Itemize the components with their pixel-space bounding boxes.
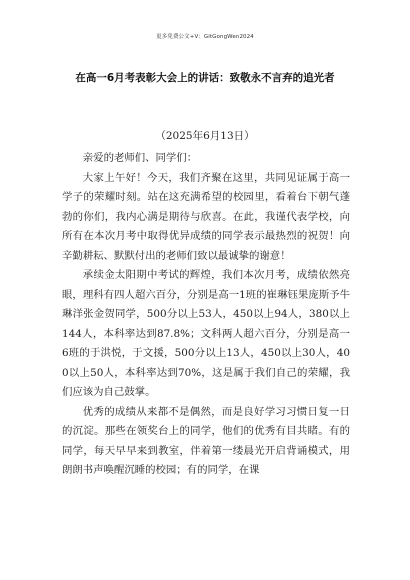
document-date: （2025年6月13日）	[155, 130, 255, 142]
paragraph: 优秀的成绩从来都不是偶然，而是良好学习习惯日复一日的沉淀。那些在领奖台上的同学，他们的优秀有目共睹。有的同学，每天早早来到教室，伴着第一缕晨光开启背诵模式，用朗朗书声唤醒沉睡的校园；有的同学，在课	[62, 405, 350, 476]
document-title: 在高一6月考表彰大会上的讲话：致敬永不言弃的追光者	[75, 72, 335, 84]
salutation: 亲爱的老师们、同学们：	[82, 152, 198, 164]
paragraph: 承续金太阳期中考试的辉煌，我们本次月考，成绩依然亮眼，理科有四人超六百分，分别是高一1班的崔琳钰果庞斯予牛琳洋张金贺同学，500分以上53人，450以上94人，380以上144人，本科率达到87.8%；文科两人超六百分，分别是高一6班的于洪悦，于文援，500分以上13人，450以上30人，400以上50人，本科率达到70%，这是属于我们自己的荣耀，我们应该为自己鼓掌。	[62, 269, 350, 398]
paragraph: 大家上午好！今天，我们齐聚在这里，共同见证属于高一学子的荣耀时刻。站在这充满希望的校园里，看着台下朝气蓬勃的你们，我内心满是期待与欣喜。在此，我谨代表学校，向所有在本次月考中取得优异成绩的同学表示最热烈的祝贺！向辛勤耕耘、默默付出的老师们致以最诚挚的谢意！	[62, 171, 350, 262]
document-body	[62, 149, 350, 481]
header-watermark: 更多免费公文+V：GitGongWen2024	[156, 34, 254, 40]
